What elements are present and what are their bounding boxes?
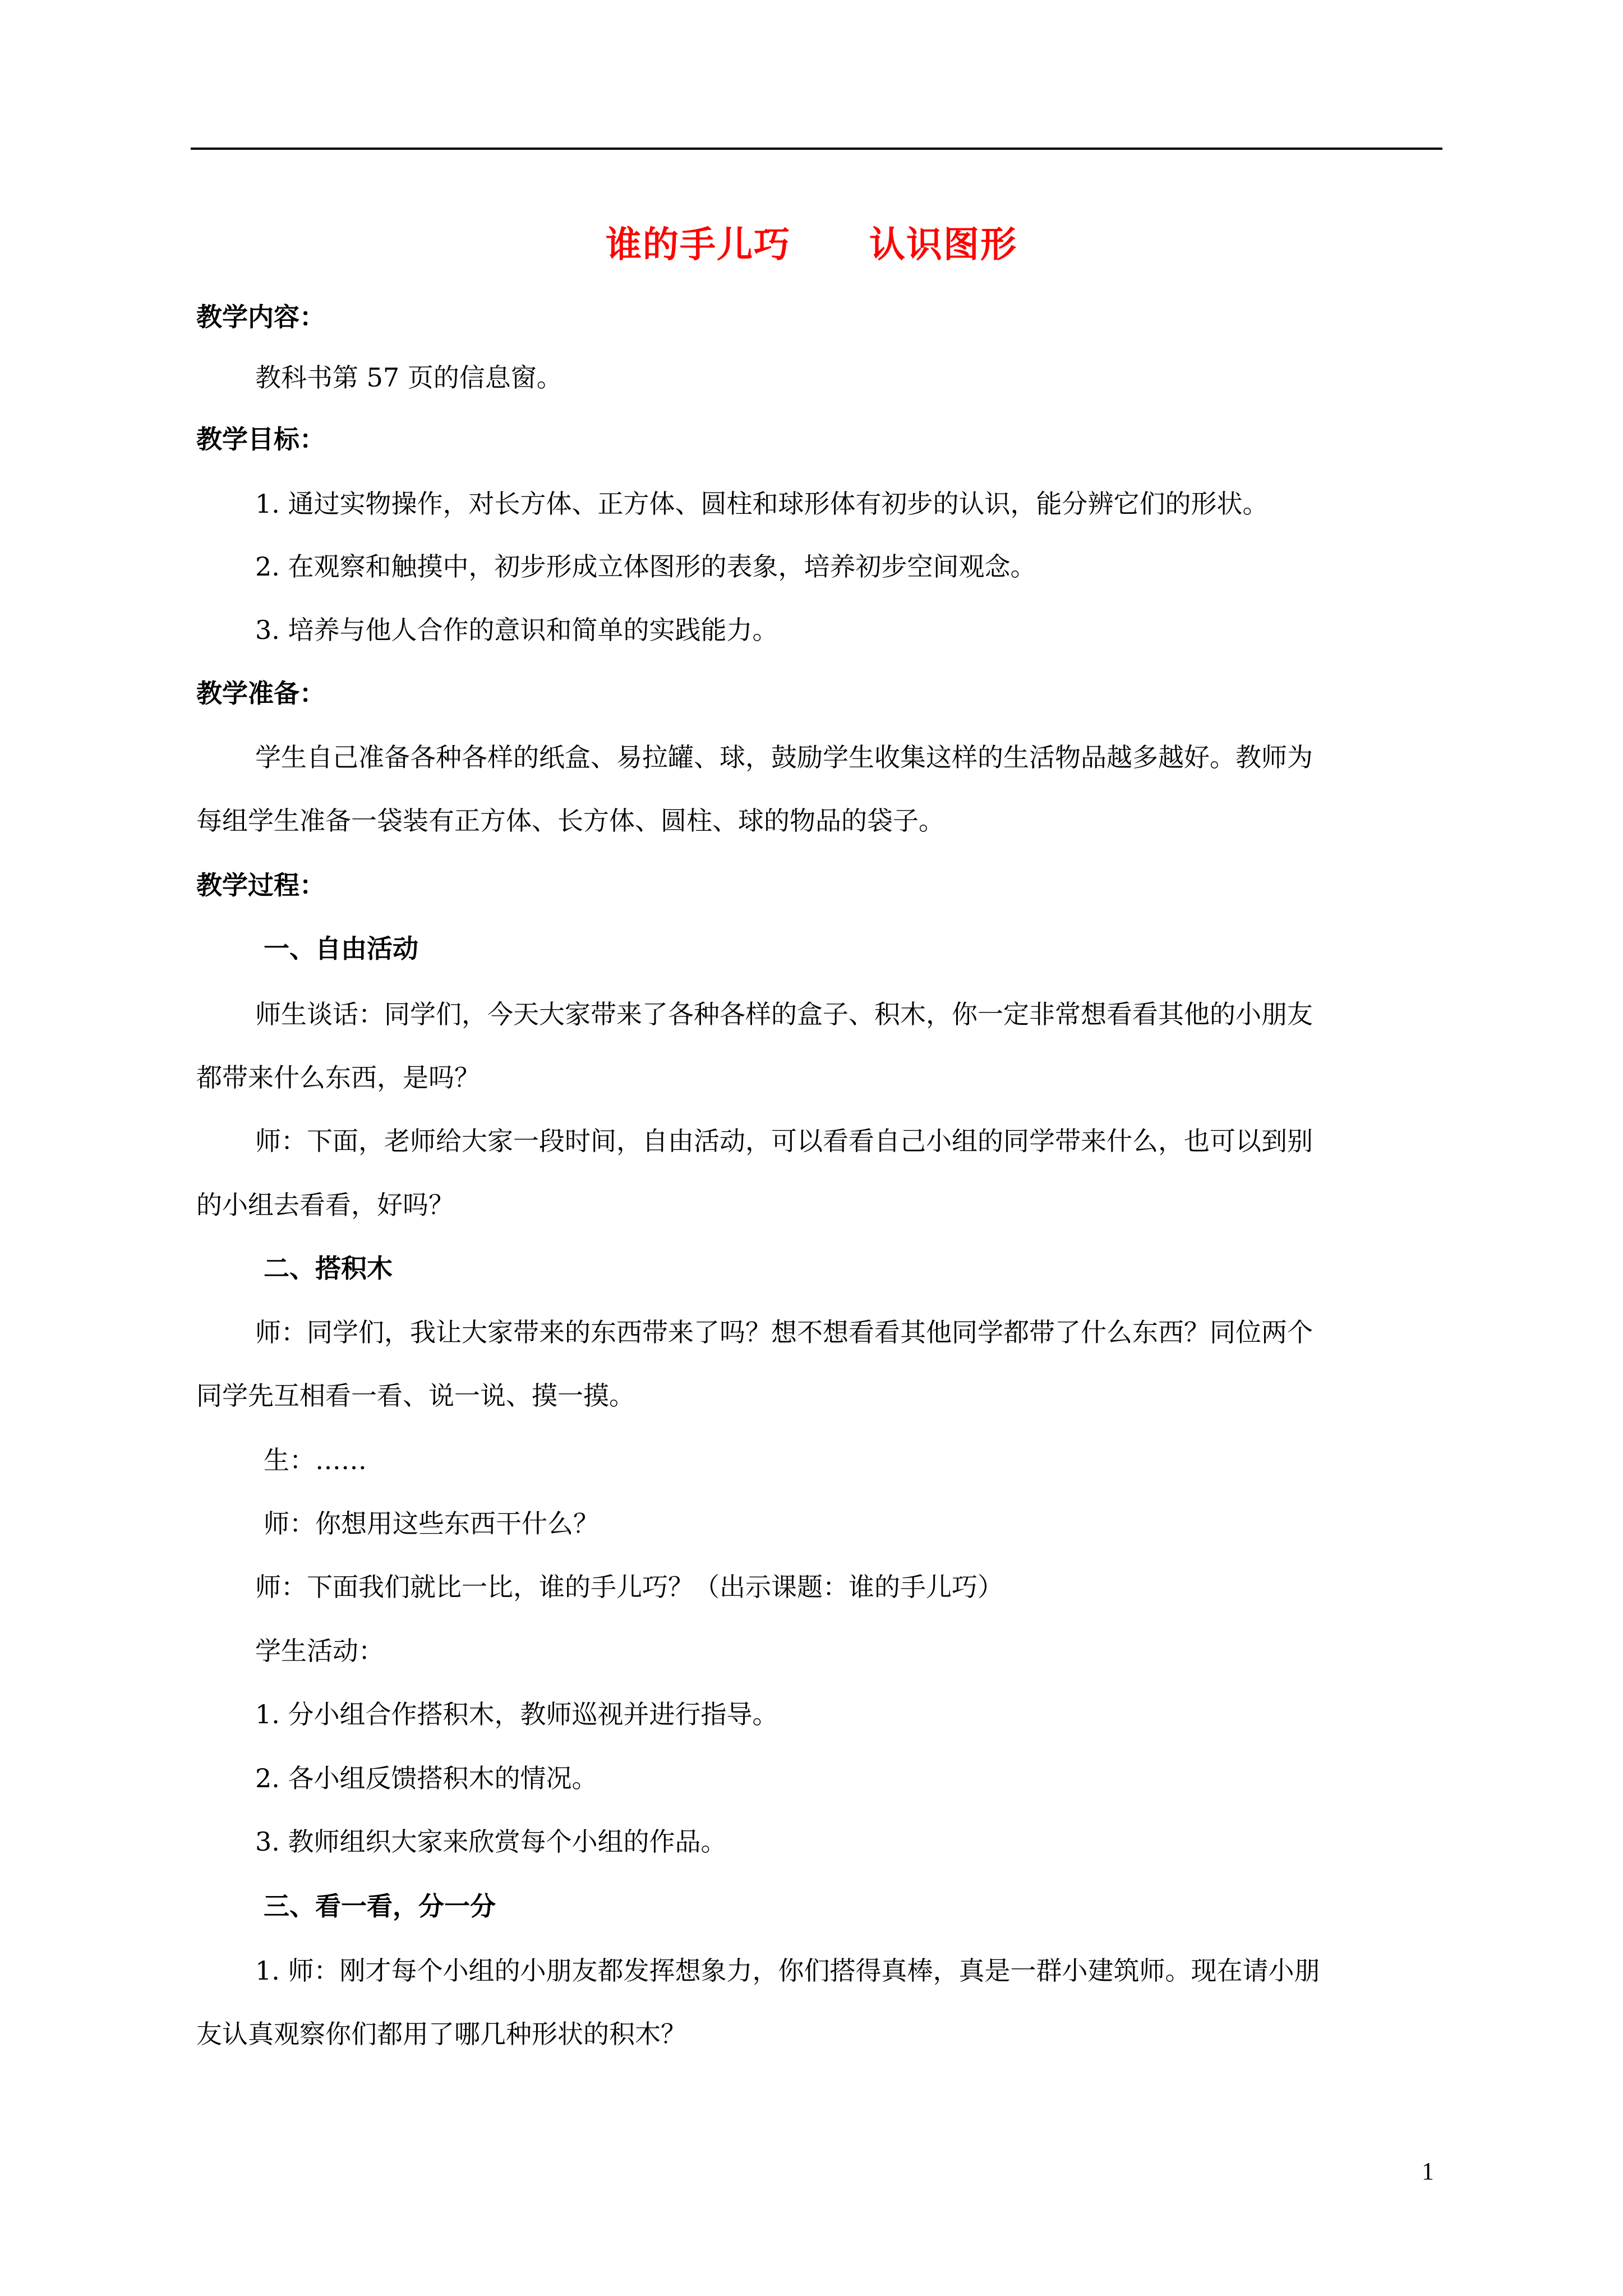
section-2-para-1-line-2: 同学先互相看一看、说一说、摸一摸。 [196, 1381, 635, 1411]
heading-teaching-goals: 教学目标： [196, 424, 325, 454]
goal-item-2: 2. 在观察和触摸中，初步形成立体图形的表象，培养初步空间观念。 [255, 551, 1036, 582]
section-1-para-2-line-1: 师：下面，老师给大家一段时间，自由活动，可以看看自己小组的同学带来什么，也可以到别 [255, 1126, 1313, 1156]
prep-line-2: 每组学生准备一袋装有正方体、长方体、圆柱、球的物品的袋子。 [196, 806, 944, 836]
section-3-para-1-line-1: 1. 师：刚才每个小组的小朋友都发挥想象力，你们搭得真棒，真是一群小建筑师。现在请小朋 [255, 1955, 1320, 1986]
section-2-student-reply: 生：…… [264, 1445, 367, 1475]
section-1-para-2-line-2: 的小组去看看，好吗？ [196, 1190, 454, 1220]
activity-item-3: 3. 教师组织大家来欣赏每个小组的作品。 [255, 1826, 727, 1857]
section-2-teacher-intro: 师：下面我们就比一比，谁的手儿巧？（出示课题：谁的手儿巧） [255, 1572, 1003, 1602]
document-title [0, 216, 1623, 268]
page-number: 1 [1422, 2157, 1434, 2185]
goal-item-1: 1. 通过实物操作，对长方体、正方体、圆柱和球形体有初步的认识，能分辨它们的形状。 [255, 489, 1269, 519]
goal-item-3: 3. 培养与他人合作的意识和简单的实践能力。 [255, 615, 778, 645]
section-2-para-1-line-1: 师：同学们，我让大家带来的东西带来了吗？想不想看看其他同学都带了什么东西？同位两个 [255, 1317, 1313, 1347]
section-1-para-1-line-1: 师生谈话：同学们，今天大家带来了各种各样的盒子、积木，你一定非常想看看其他的小朋友 [255, 999, 1313, 1029]
heading-teaching-process: 教学过程： [196, 870, 325, 900]
heading-teaching-prep: 教学准备： [196, 678, 325, 708]
prep-line-1: 学生自己准备各种各样的纸盒、易拉罐、球，鼓励学生收集这样的生活物品越多越好。教师为 [255, 742, 1313, 772]
section-3-para-1-line-2: 友认真观察你们都用了哪几种形状的积木？ [196, 2019, 686, 2049]
activity-item-2: 2. 各小组反馈搭积木的情况。 [255, 1763, 598, 1793]
title-part-1: 谁的手儿巧 [606, 224, 791, 266]
activity-item-1: 1. 分小组合作搭积木，教师巡视并进行指导。 [255, 1699, 778, 1729]
section-2-teacher-question: 师：你想用这些东西干什么？ [264, 1508, 599, 1539]
content-text: 教科书第 57 页的信息窗。 [255, 362, 562, 393]
section-3-title: 三、看一看，分一分 [264, 1891, 496, 1921]
title-part-2: 认识图形 [869, 224, 1017, 266]
heading-teaching-content: 教学内容： [196, 302, 325, 332]
section-2-activity-label: 学生活动： [255, 1636, 384, 1666]
section-1-title: 一、自由活动 [264, 933, 418, 964]
section-1-para-1-line-2: 都带来什么东西，是吗？ [196, 1062, 480, 1093]
section-2-title: 二、搭积木 [264, 1253, 393, 1283]
header-rule [191, 148, 1442, 150]
